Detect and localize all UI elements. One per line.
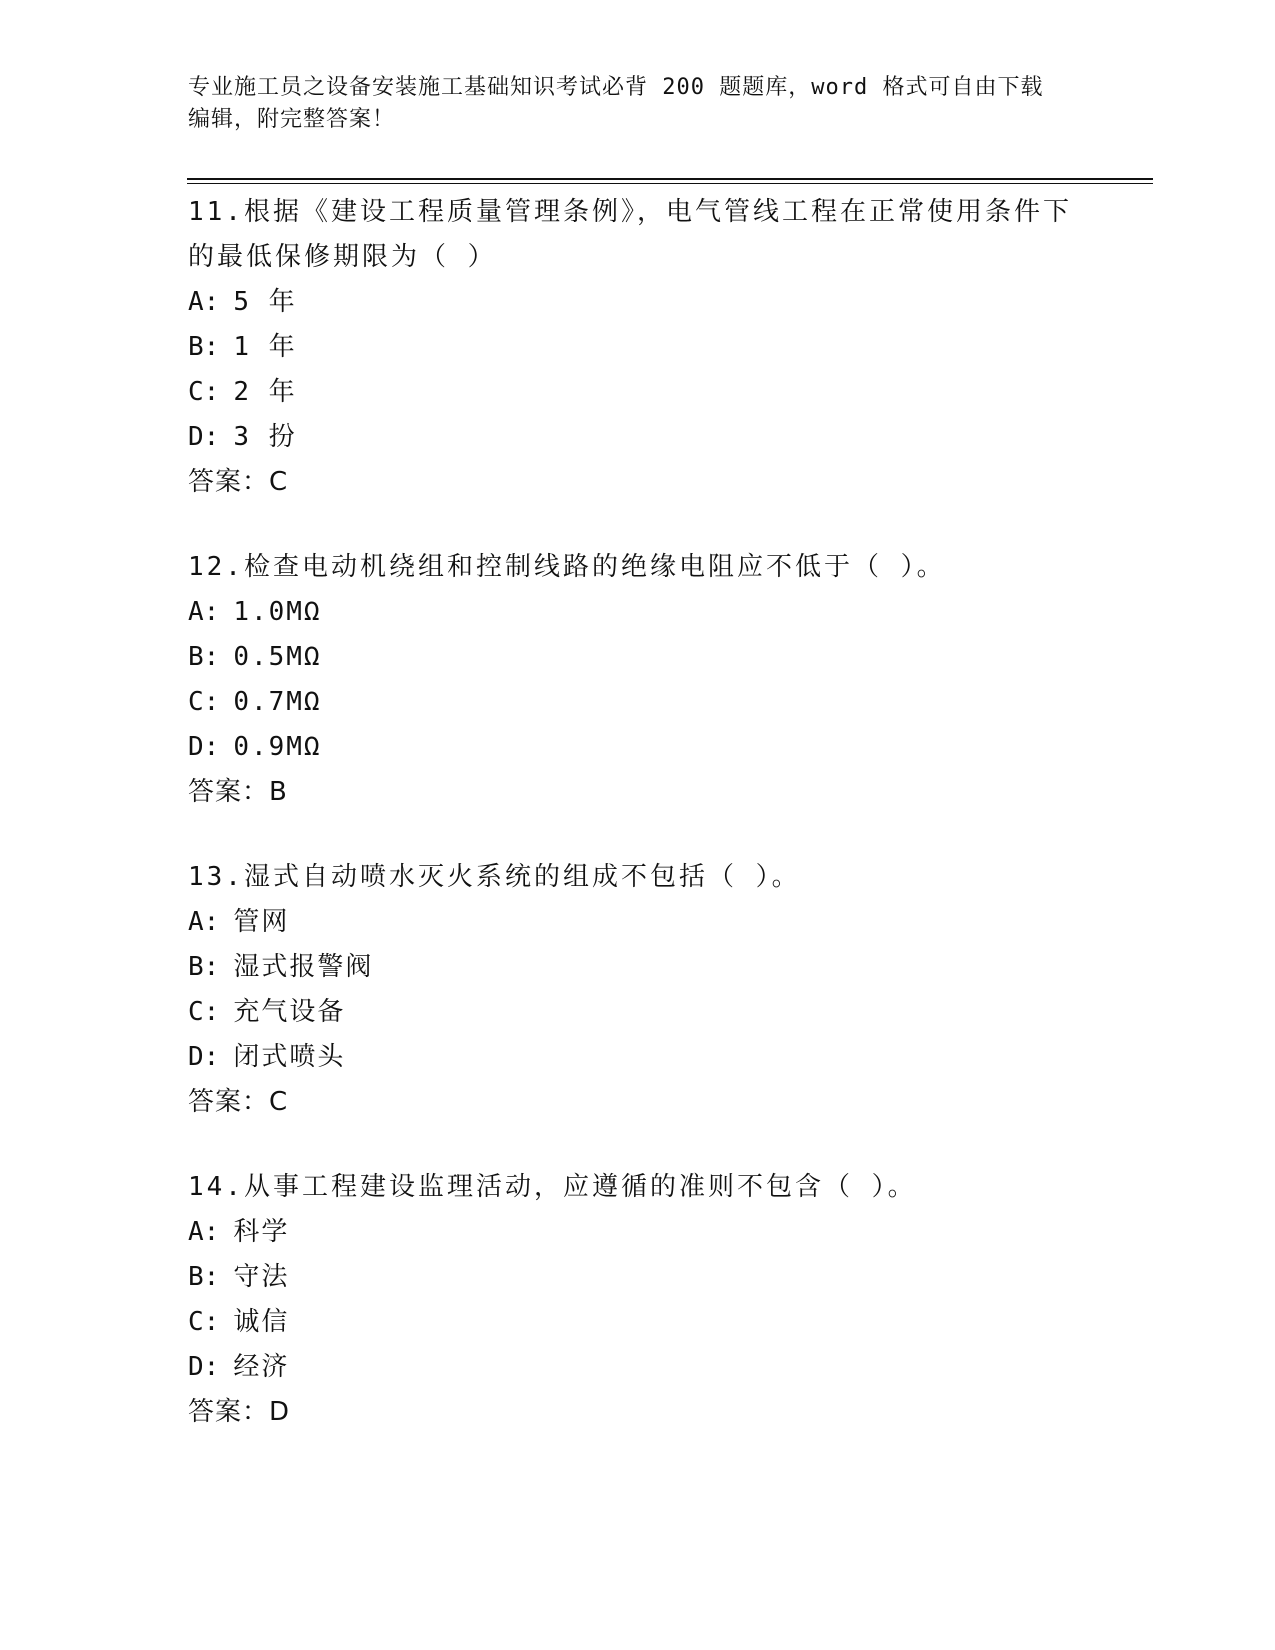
option-b: B: 守法: [188, 1262, 290, 1292]
question-stem: [188, 855, 1108, 900]
option-c: C: 2 年: [188, 377, 297, 407]
option-b: B: 1 年: [188, 332, 297, 362]
option-letter: D: [188, 1042, 204, 1072]
option-letter: A: [188, 1217, 204, 1247]
option-text: 0.7MΩ: [233, 687, 322, 717]
option-text: 1.0MΩ: [233, 597, 322, 627]
question-stem-line-1: 13.湿式自动喷水灭火系统的组成不包括（ ）。: [188, 862, 801, 892]
option-text: 3 扮: [233, 422, 297, 452]
option-letter: B: [188, 332, 204, 362]
option-text: 0.9MΩ: [233, 732, 322, 762]
option-b: B: 湿式报警阀: [188, 952, 374, 982]
header-divider-thick: [187, 178, 1153, 180]
option-b: B: 0.5MΩ: [188, 642, 322, 672]
option-d: D: 3 扮: [188, 422, 297, 452]
question-stem-line-2: 的最低保修期限为（ ）: [188, 242, 497, 272]
question-stem: [188, 545, 1108, 590]
question-12: [188, 545, 1108, 815]
option-d: D: 经济: [188, 1352, 290, 1382]
option-d: D: 0.9MΩ: [188, 732, 322, 762]
option-letter: C: [188, 687, 204, 717]
option-text: 守法: [233, 1262, 290, 1292]
question-stem: [188, 190, 1108, 280]
option-text: 2 年: [233, 377, 297, 407]
option-a: A: 5 年: [188, 287, 297, 317]
question-stem: [188, 1165, 1108, 1210]
option-letter: B: [188, 642, 204, 672]
option-text: 0.5MΩ: [233, 642, 322, 672]
option-d: D: 闭式喷头: [188, 1042, 346, 1072]
option-letter: A: [188, 907, 204, 937]
option-text: 科学: [233, 1217, 290, 1247]
option-text: 5 年: [233, 287, 297, 317]
option-text: 闭式喷头: [233, 1042, 346, 1072]
option-c: C: 0.7MΩ: [188, 687, 322, 717]
option-letter: D: [188, 422, 204, 452]
option-letter: A: [188, 597, 204, 627]
question-stem-line-1: 14.从事工程建设监理活动，应遵循的准则不包含（ ）。: [188, 1172, 917, 1202]
option-c: C: 充气设备: [188, 997, 346, 1027]
option-letter: B: [188, 1262, 204, 1292]
option-text: 充气设备: [233, 997, 346, 1027]
question-14: [188, 1165, 1108, 1435]
option-letter: C: [188, 1307, 204, 1337]
header-line-1: 专业施工员之设备安装施工基础知识考试必背 200 题题库，word 格式可自由下载: [188, 75, 1044, 100]
answer-line: 答案：D: [188, 1397, 291, 1427]
question-11: [188, 190, 1108, 505]
answer-line: 答案：C: [188, 467, 289, 497]
option-text: 经济: [233, 1352, 290, 1382]
option-c: C: 诚信: [188, 1307, 290, 1337]
option-letter: C: [188, 377, 204, 407]
option-letter: B: [188, 952, 204, 982]
header-line-2: 编辑，附完整答案！: [188, 107, 396, 132]
option-a: A: 管网: [188, 907, 290, 937]
option-text: 管网: [233, 907, 290, 937]
question-13: [188, 855, 1108, 1125]
option-text: 湿式报警阀: [233, 952, 374, 982]
document-header: [188, 72, 1088, 136]
option-letter: D: [188, 732, 204, 762]
option-text: 诚信: [233, 1307, 290, 1337]
option-letter: D: [188, 1352, 204, 1382]
question-stem-line-1: 12.检查电动机绕组和控制线路的绝缘电阻应不低于（ ）。: [188, 552, 946, 582]
answer-line: 答案：C: [188, 1087, 289, 1117]
question-stem-line-1: 11.根据《建设工程质量管理条例》，电气管线工程在正常使用条件下: [188, 197, 1072, 227]
option-a: A: 1.0MΩ: [188, 597, 322, 627]
option-text: 1 年: [233, 332, 297, 362]
answer-line: 答案：B: [188, 777, 288, 807]
option-a: A: 科学: [188, 1217, 290, 1247]
header-divider-thin: [187, 183, 1153, 184]
option-letter: A: [188, 287, 204, 317]
option-letter: C: [188, 997, 204, 1027]
question-list: [188, 190, 1108, 1475]
